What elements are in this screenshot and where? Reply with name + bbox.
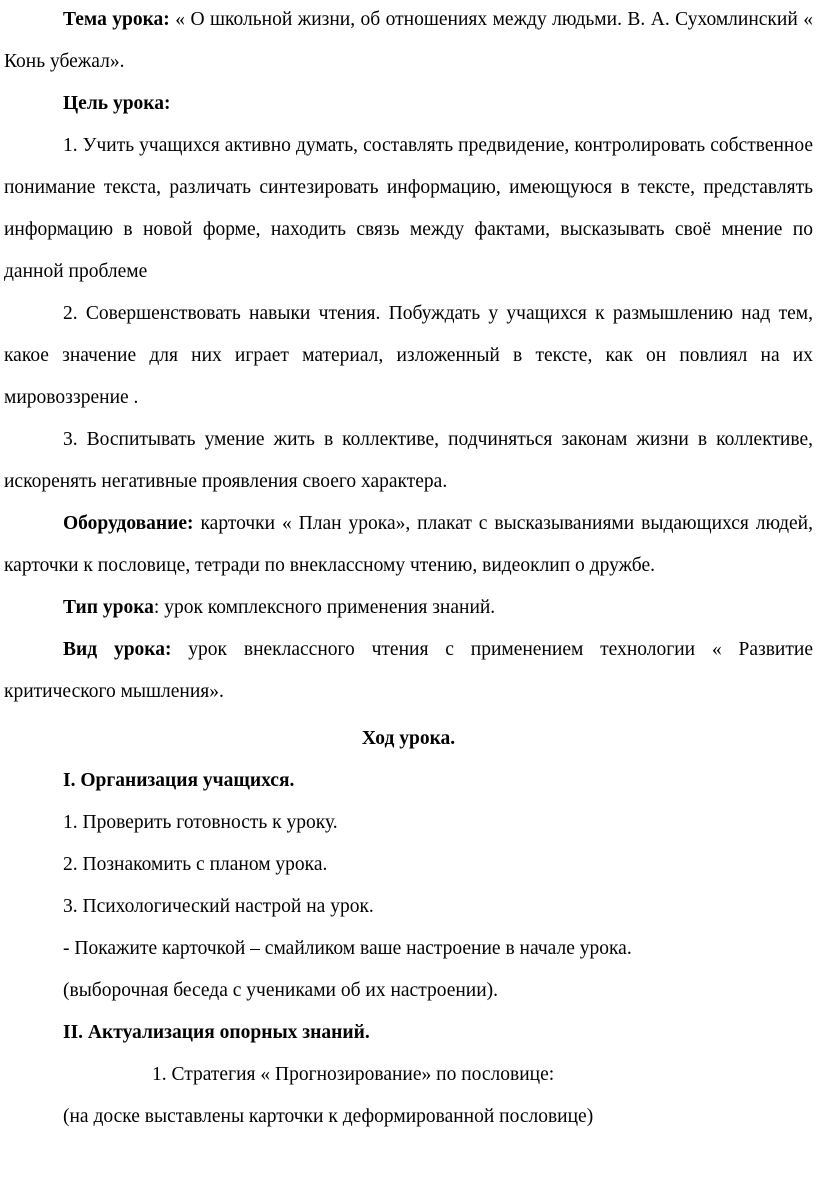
section1-item-5: (выборочная беседа с учениками об их настроении).: [63, 980, 499, 1001]
equipment-text: карточки « План урока», плакат с высказываниями выдающихся людей, карточки к пословице, тетради по внеклассному чтению, видеоклип о дружбе.: [4, 513, 813, 576]
goal-item-1: 1. Учить учащихся активно думать, составлять предвидение, контролировать собственное понимание текста, различать синтезировать информацию, имеющуюся в тексте, представлять информацию в новой форме, находить связь между фактами, высказывать своё мнение по данной проблеме: [4, 135, 813, 282]
section2-list-item: 1. Стратегия « Прогнозирование» по пословице:: [152, 1064, 555, 1085]
section2-note: (на доске выставлены карточки к деформированной пословице): [63, 1106, 594, 1127]
lesson-type-label: Тип урока: [63, 597, 154, 618]
goal-label: Цель урока:: [63, 93, 171, 114]
section1-item-4: - Покажите карточкой – смайликом ваше настроение в начале урока.: [63, 938, 632, 959]
lesson-kind-label: Вид урока:: [63, 639, 172, 660]
goal-heading: [4, 83, 813, 125]
lesson-type-paragraph: [4, 587, 813, 629]
goal-item-2: 2. Совершенствовать навыки чтения. Побуждать у учащихся к размышлению над тем, какое значение для них играет материал, изложенный в тексте, как он повлиял на их мировоззрение .: [4, 303, 813, 408]
goal-item-3: 3. Воспитывать умение жить в коллективе, подчиняться законам жизни в коллективе, искоренять негативные проявления своего характера.: [4, 429, 813, 492]
topic-label: Тема урока:: [63, 9, 170, 30]
section1-item-1: 1. Проверить готовность к уроку.: [63, 812, 338, 833]
course-title-text: Ход урока.: [361, 728, 456, 749]
equipment-label: Оборудование:: [63, 513, 194, 534]
course-title: [4, 718, 813, 760]
lesson-type-text: : урок комплексного применения знаний.: [153, 597, 496, 618]
lesson-kind-text: урок внеклассного чтения с применением технологии « Развитие критического мышления».: [4, 639, 813, 702]
section2-heading: [4, 1012, 813, 1054]
topic-text: « О школьной жизни, об отношениях между людьми. В. А. Сухомлинский « Конь убежал».: [4, 9, 813, 72]
equipment-paragraph: [4, 503, 813, 587]
section2-heading-text: II. Актуализация опорных знаний.: [63, 1022, 370, 1043]
section1-item-2: 2. Познакомить с планом урока.: [63, 854, 328, 875]
section1-item-3: 3. Психологический настрой на урок.: [63, 896, 374, 917]
section1-heading-text: I. Организация учащихся.: [63, 770, 295, 791]
section1-heading: [4, 760, 813, 802]
lesson-kind-paragraph: [4, 629, 813, 713]
topic-paragraph: [4, 0, 813, 83]
